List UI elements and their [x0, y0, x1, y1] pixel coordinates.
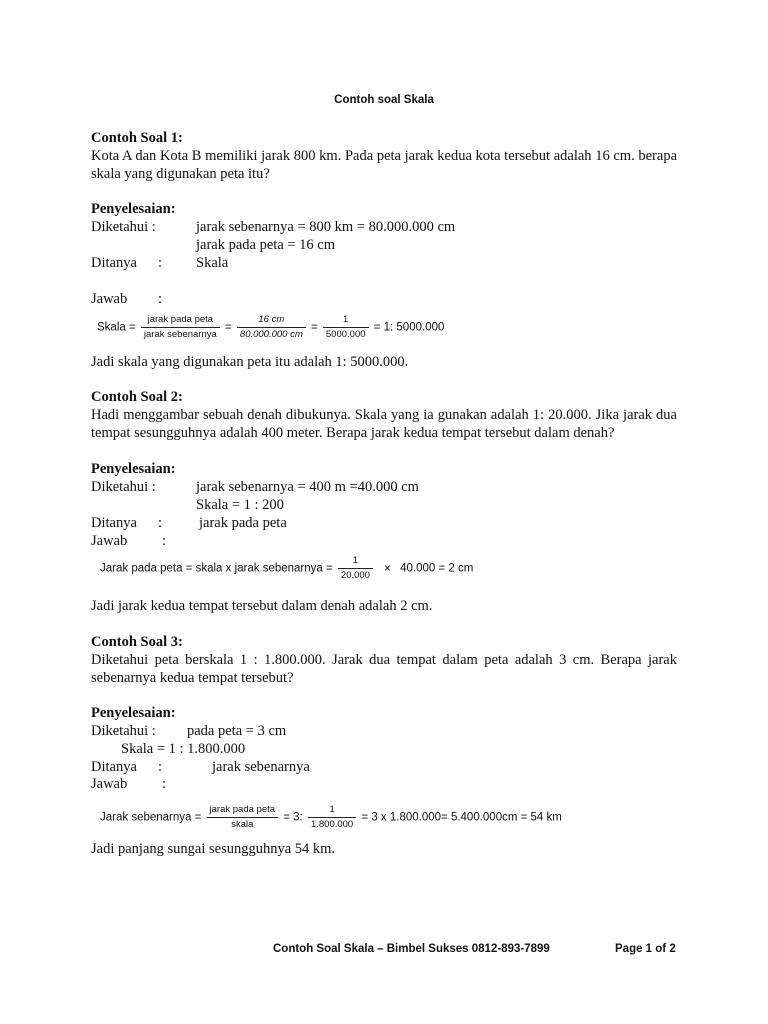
s1-fraction-3-num: 1: [323, 314, 369, 328]
s3-fraction-1-num: jarak pada peta: [207, 804, 279, 818]
s1-formula-eq-1: =: [224, 321, 232, 334]
s2-problem: Hadi menggambar sebuah denah dibukunya. Skala yang ia gunakan adalah 1: 20.000. Jika jarak dua tempat sesungguhnya adalah 400 meter. Berapa jarak kedua tempat tersebut dalam denah?: [91, 407, 677, 441]
s3-ditanya-colon: :: [158, 759, 163, 775]
s2-ditanya-value: jarak pada peta: [199, 515, 287, 531]
s2-diketahui-label: Diketahui :: [91, 479, 156, 495]
s2-fraction-den: 20.000: [340, 570, 370, 581]
s1-fraction-1-num: jarak pada peta: [141, 314, 220, 328]
s1-problem: Kota A dan Kota B memiliki jarak 800 km. Pada peta jarak kedua kota tersebut adalah 16 cm. berapa skala yang digunakan peta itu?: [91, 148, 677, 182]
s3-formula-mid: = 3:: [283, 811, 303, 824]
s3-fraction-2: [308, 804, 356, 831]
s1-solution-heading: Penyelesaian:: [91, 201, 176, 217]
s1-fraction-3-den: 5000.000: [325, 329, 366, 340]
s2-formula-lhs: Jarak pada peta = skala x jarak sebenarnya =: [100, 562, 333, 575]
s3-jawab-colon: :: [162, 776, 167, 792]
s1-formula-result: = 1: 5000.000: [373, 321, 445, 334]
s1-jawab-colon: :: [158, 291, 163, 307]
s1-diketahui-2: jarak pada peta = 16 cm: [196, 237, 336, 253]
s1-ditanya-value: Skala: [196, 255, 229, 271]
s2-formula-times: ×: [384, 562, 391, 575]
s3-fraction-2-den: 1.800.000: [310, 819, 354, 830]
s3-diketahui-1: pada peta = 3 cm: [187, 723, 287, 739]
s3-diketahui-label: Diketahui :: [91, 723, 156, 739]
s1-fraction-2-den: 80.000.000 cm: [239, 329, 303, 340]
s2-diketahui-1: jarak sebenarnya = 400 m =40.000 cm: [196, 479, 419, 495]
s1-fraction-2-num: 16 cm: [237, 314, 306, 328]
s3-formula-result: = 3 x 1.800.000= 5.400.000cm = 54 km: [361, 811, 562, 824]
footer-text: Contoh Soal Skala – Bimbel Sukses 0812-893-7899: [273, 943, 550, 955]
s2-fraction-num: 1: [338, 555, 373, 569]
s1-diketahui-label: Diketahui :: [91, 219, 156, 235]
s1-conclusion: Jadi skala yang digunakan peta itu adalah 1: 5000.000.: [91, 354, 409, 370]
s1-jawab-label: Jawab: [91, 291, 128, 307]
s2-diketahui-2: Skala = 1 : 200: [196, 497, 284, 513]
s1-ditanya-colon: :: [158, 255, 163, 271]
s2-solution-heading: Penyelesaian:: [91, 461, 176, 477]
s2-jawab-colon: :: [162, 533, 167, 549]
s1-fraction-1: [141, 314, 220, 341]
s2-formula-result: 40.000 = 2 cm: [400, 562, 474, 575]
s3-fraction-1-den: skala: [231, 819, 254, 830]
s1-fraction-2: [237, 314, 306, 341]
s3-fraction-2-num: 1: [308, 804, 356, 818]
page-title: Contoh soal Skala: [334, 94, 434, 106]
s3-ditanya-value: jarak sebenarnya: [212, 759, 310, 775]
s1-heading: Contoh Soal 1:: [91, 130, 183, 146]
s2-heading: Contoh Soal 2:: [91, 389, 183, 405]
s3-jawab-label: Jawab: [91, 776, 128, 792]
s3-fraction-1: [207, 804, 279, 831]
s2-ditanya-label: Ditanya: [91, 515, 137, 531]
s1-ditanya-label: Ditanya: [91, 255, 137, 271]
s1-formula: [97, 314, 444, 341]
s2-jawab-label: Jawab: [91, 533, 128, 549]
s1-fraction-3: [323, 314, 369, 341]
s3-diketahui-2: Skala = 1 : 1.800.000: [121, 741, 246, 757]
s3-solution-heading: Penyelesaian:: [91, 705, 176, 721]
s1-formula-lhs: Skala =: [97, 321, 136, 334]
s3-conclusion: Jadi panjang sungai sesungguhnya 54 km.: [91, 841, 336, 857]
s3-ditanya-label: Ditanya: [91, 759, 137, 775]
s3-formula-lhs: Jarak sebenarnya =: [100, 811, 202, 824]
s1-diketahui-1: jarak sebenarnya = 800 km = 80.000.000 cm: [196, 219, 456, 235]
s1-fraction-1-den: jarak sebenarnya: [143, 329, 217, 340]
s3-formula: [100, 804, 562, 831]
s2-conclusion: Jadi jarak kedua tempat tersebut dalam denah adalah 2 cm.: [91, 598, 433, 614]
s3-problem: Diketahui peta berskala 1 : 1.800.000. Jarak dua tempat dalam peta adalah 3 cm. Berapa jarak sebenarnya kedua tempat tersebut?: [91, 652, 677, 686]
s3-heading: Contoh Soal 3:: [91, 634, 183, 650]
s2-ditanya-colon: :: [158, 515, 163, 531]
page-number: Page 1 of 2: [615, 943, 676, 955]
s1-formula-eq-2: =: [310, 321, 318, 334]
s2-formula: [100, 555, 473, 582]
s2-fraction: [338, 555, 373, 582]
